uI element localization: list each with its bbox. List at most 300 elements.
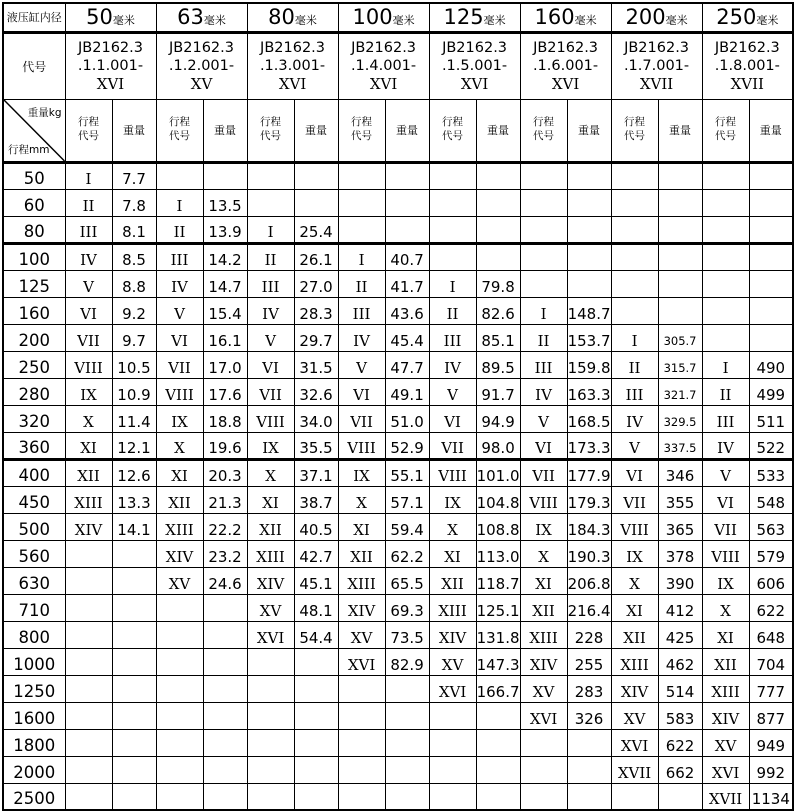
bore-unit: 毫米 — [665, 14, 688, 28]
weight-cell: 563 — [749, 513, 793, 540]
weight-cell — [749, 162, 793, 189]
stroke-code-cell — [247, 648, 294, 675]
code-line: XVII — [639, 74, 674, 93]
weight-cell: 45.1 — [294, 567, 338, 594]
stroke-code-cell: IX — [65, 378, 112, 405]
stroke-code-cell: XV — [156, 567, 203, 594]
weight-cell: 168.5 — [567, 405, 611, 432]
weight-cell: 305.7 — [658, 324, 702, 351]
stroke-code-cell — [338, 729, 385, 756]
code-line: .1.8.001- — [714, 57, 780, 74]
stroke-code-cell — [338, 162, 385, 189]
stroke-code-cell — [156, 648, 203, 675]
weight-cell: 499 — [749, 378, 793, 405]
table-row — [3, 486, 793, 513]
weight-cell — [658, 216, 702, 243]
code-line: JB2162.3 — [351, 39, 417, 56]
stroke-code-cell — [338, 189, 385, 216]
stroke-code-cell: IX — [611, 540, 658, 567]
weight-cell — [203, 594, 247, 621]
weight-cell: 24.6 — [203, 567, 247, 594]
weight-cell: 462 — [658, 648, 702, 675]
weight-cell — [385, 756, 429, 783]
weight-cell: 949 — [749, 729, 793, 756]
stroke-code-cell: III — [520, 351, 567, 378]
weight-cell — [203, 621, 247, 648]
stroke-length-label: 1250 — [3, 675, 65, 702]
stroke-length-label: 360 — [3, 432, 65, 459]
stroke-code-cell: X — [611, 567, 658, 594]
weight-cell — [385, 783, 429, 810]
table-row — [3, 594, 793, 621]
stroke-length-label: 400 — [3, 459, 65, 486]
code-line: XVI — [96, 74, 125, 93]
type-code — [520, 32, 611, 99]
type-code — [702, 32, 793, 99]
weight-cell: 55.1 — [385, 459, 429, 486]
weight-cell — [476, 162, 520, 189]
weight-cell — [112, 756, 156, 783]
stroke-code-cell: VI — [520, 432, 567, 459]
weight-cell: 365 — [658, 513, 702, 540]
weight-cell — [658, 243, 702, 270]
weight-cell: 113.0 — [476, 540, 520, 567]
stroke-code-cell: VI — [156, 324, 203, 351]
weight-cell: 153.7 — [567, 324, 611, 351]
weight-cell: 425 — [658, 621, 702, 648]
weight-cell: 35.5 — [294, 432, 338, 459]
stroke-code-cell — [247, 756, 294, 783]
stroke-code-cell — [520, 270, 567, 297]
weight-cell: 10.5 — [112, 351, 156, 378]
weight-column-header: 重量 — [658, 99, 702, 162]
stroke-length-label: 1600 — [3, 702, 65, 729]
weight-cell — [294, 189, 338, 216]
bore-header-row — [3, 3, 793, 32]
stroke-code-cell: IV — [520, 378, 567, 405]
weight-column-header: 重量 — [567, 99, 611, 162]
stroke-code-cell: XVI — [338, 648, 385, 675]
stroke-code-cell: XIV — [156, 540, 203, 567]
weight-cell: 20.3 — [203, 459, 247, 486]
stroke-code-cell: II — [338, 270, 385, 297]
weight-cell: 412 — [658, 594, 702, 621]
stroke-length-label: 1000 — [3, 648, 65, 675]
stroke-length-label: 125 — [3, 270, 65, 297]
stroke-code-cell — [702, 297, 749, 324]
weight-cell: 10.9 — [112, 378, 156, 405]
weight-cell: 21.3 — [203, 486, 247, 513]
stroke-code-cell — [429, 702, 476, 729]
weight-cell: 43.6 — [385, 297, 429, 324]
stroke-code-cell: X — [247, 459, 294, 486]
table-body — [3, 162, 793, 810]
code-line: .1.4.001- — [350, 57, 417, 74]
stroke-code-header-line: 代号 — [351, 130, 373, 142]
weight-cell: 522 — [749, 432, 793, 459]
table-row — [3, 729, 793, 756]
stroke-code-cell: VIII — [429, 459, 476, 486]
stroke-code-cell: IV — [611, 405, 658, 432]
stroke-code-cell: V — [702, 459, 749, 486]
weight-cell: 14.7 — [203, 270, 247, 297]
weight-cell — [112, 675, 156, 702]
stroke-code-header-line: 代号 — [442, 130, 464, 142]
weight-column-header: 重量 — [294, 99, 338, 162]
weight-cell — [203, 648, 247, 675]
weight-cell: 108.8 — [476, 513, 520, 540]
stroke-code-cell: IV — [702, 432, 749, 459]
weight-cell: 7.7 — [112, 162, 156, 189]
weight-cell — [385, 189, 429, 216]
stroke-code-cell — [702, 216, 749, 243]
weight-cell: 40.7 — [385, 243, 429, 270]
stroke-code-cell — [702, 162, 749, 189]
table-row — [3, 540, 793, 567]
stroke-code-cell: XI — [338, 513, 385, 540]
weight-cell: 13.3 — [112, 486, 156, 513]
stroke-code-cell — [156, 594, 203, 621]
stroke-code-header-line: 行程 — [78, 116, 99, 129]
code-line: XV — [190, 74, 213, 93]
weight-cell: 173.3 — [567, 432, 611, 459]
table-row — [3, 459, 793, 486]
stroke-code-cell — [156, 729, 203, 756]
weight-cell: 62.2 — [385, 540, 429, 567]
weight-cell: 40.5 — [294, 513, 338, 540]
stroke-code-cell: XII — [65, 459, 112, 486]
stroke-length-label: 630 — [3, 567, 65, 594]
weight-cell — [112, 648, 156, 675]
stroke-code-header-line: 行程 — [442, 116, 464, 129]
stroke-code-cell: VIII — [156, 378, 203, 405]
weight-cell — [567, 729, 611, 756]
weight-cell: 579 — [749, 540, 793, 567]
stroke-code-cell: XIV — [702, 702, 749, 729]
bore-header — [520, 3, 611, 32]
weight-cell — [749, 243, 793, 270]
stroke-code-cell: XVI — [247, 621, 294, 648]
bore-unit: 毫米 — [483, 14, 506, 28]
table-row — [3, 189, 793, 216]
stroke-code-cell: XIII — [429, 594, 476, 621]
stroke-code-header — [156, 99, 203, 162]
weight-cell: 27.0 — [294, 270, 338, 297]
weight-cell: 18.8 — [203, 405, 247, 432]
stroke-code-cell: VIII — [247, 405, 294, 432]
stroke-code-cell: I — [611, 324, 658, 351]
weight-cell: 52.9 — [385, 432, 429, 459]
weight-cell: 147.3 — [476, 648, 520, 675]
stroke-code-cell: V — [429, 378, 476, 405]
stroke-code-cell: II — [156, 216, 203, 243]
weight-cell: 184.3 — [567, 513, 611, 540]
stroke-code-cell: V — [338, 351, 385, 378]
weight-cell — [203, 783, 247, 810]
stroke-code-cell: IV — [65, 243, 112, 270]
stroke-code-cell — [520, 729, 567, 756]
stroke-code-cell: II — [520, 324, 567, 351]
type-code — [247, 32, 338, 99]
table-row — [3, 162, 793, 189]
stroke-code-cell: XIII — [520, 621, 567, 648]
stroke-code-cell: VII — [702, 513, 749, 540]
table-row — [3, 351, 793, 378]
stroke-code-cell: VI — [611, 459, 658, 486]
stroke-code-cell: VIII — [520, 486, 567, 513]
code-line: .1.2.001- — [168, 57, 235, 74]
code-line: XVI — [278, 74, 307, 93]
stroke-code-cell: III — [702, 405, 749, 432]
stroke-code-header — [65, 99, 112, 162]
weight-cell: 346 — [658, 459, 702, 486]
stroke-code-cell: XI — [156, 459, 203, 486]
stroke-code-cell — [65, 729, 112, 756]
stroke-code-cell: III — [156, 243, 203, 270]
stroke-code-cell: XV — [429, 648, 476, 675]
weight-cell: 166.7 — [476, 675, 520, 702]
stroke-code-cell — [65, 675, 112, 702]
stroke-code-header-line: 代号 — [78, 130, 99, 142]
weight-cell: 101.0 — [476, 459, 520, 486]
stroke-code-header — [338, 99, 385, 162]
stroke-code-cell — [338, 216, 385, 243]
code-line: JB2162.3 — [714, 39, 780, 56]
stroke-code-cell: XII — [338, 540, 385, 567]
stroke-length-label: 280 — [3, 378, 65, 405]
bore-value: 63 — [177, 5, 204, 30]
weight-cell — [385, 675, 429, 702]
stroke-code-cell: IX — [338, 459, 385, 486]
weight-cell: 19.6 — [203, 432, 247, 459]
weight-cell: 69.3 — [385, 594, 429, 621]
stroke-code-header — [429, 99, 476, 162]
stroke-code-cell — [429, 216, 476, 243]
stroke-code-header-line: 行程 — [624, 116, 646, 129]
code-line: JB2162.3 — [260, 39, 326, 56]
weight-cell: 104.8 — [476, 486, 520, 513]
weight-cell: 85.1 — [476, 324, 520, 351]
weight-cell: 583 — [658, 702, 702, 729]
weight-cell — [294, 648, 338, 675]
stroke-code-cell: IX — [702, 567, 749, 594]
weight-cell — [749, 216, 793, 243]
stroke-code-cell — [702, 189, 749, 216]
stroke-length-label: 1800 — [3, 729, 65, 756]
stroke-code-header-line: 代号 — [260, 130, 282, 142]
type-code — [338, 32, 429, 99]
stroke-length-label: 60 — [3, 189, 65, 216]
weight-cell — [203, 729, 247, 756]
stroke-code-cell: XV — [247, 594, 294, 621]
stroke-code-cell: VII — [429, 432, 476, 459]
weight-cell: 337.5 — [658, 432, 702, 459]
hydraulic-cylinder-spec-table — [2, 2, 794, 811]
bore-unit: 毫米 — [756, 14, 779, 28]
weight-cell: 648 — [749, 621, 793, 648]
stroke-code-cell — [702, 270, 749, 297]
stroke-code-cell: XIII — [702, 675, 749, 702]
weight-cell: 378 — [658, 540, 702, 567]
weight-cell: 15.4 — [203, 297, 247, 324]
weight-cell — [294, 729, 338, 756]
stroke-code-cell: XIII — [156, 513, 203, 540]
code-line: JB2162.3 — [169, 39, 234, 56]
stroke-code-cell — [611, 243, 658, 270]
weight-cell — [658, 783, 702, 810]
stroke-code-cell — [611, 162, 658, 189]
weight-cell: 51.0 — [385, 405, 429, 432]
weight-column-header: 重量 — [203, 99, 247, 162]
weight-cell — [567, 756, 611, 783]
table-header — [3, 3, 793, 162]
bore-unit: 毫米 — [574, 14, 597, 28]
stroke-code-cell — [65, 567, 112, 594]
stroke-code-cell: IX — [247, 432, 294, 459]
weight-cell — [385, 216, 429, 243]
weight-column-header: 重量 — [385, 99, 429, 162]
weight-cell: 65.5 — [385, 567, 429, 594]
stroke-code-cell: XV — [611, 702, 658, 729]
code-line: XVI — [369, 74, 398, 93]
stroke-code-cell — [429, 243, 476, 270]
weight-cell: 1134 — [749, 783, 793, 810]
weight-cell — [749, 324, 793, 351]
stroke-code-cell: II — [247, 243, 294, 270]
table-row — [3, 675, 793, 702]
stroke-code-cell: VII — [338, 405, 385, 432]
weight-cell: 622 — [749, 594, 793, 621]
weight-cell — [476, 729, 520, 756]
weight-cell: 533 — [749, 459, 793, 486]
weight-cell: 32.6 — [294, 378, 338, 405]
weight-cell: 31.5 — [294, 351, 338, 378]
bore-header — [429, 3, 520, 32]
stroke-code-cell: VI — [338, 378, 385, 405]
stroke-code-cell: IV — [247, 297, 294, 324]
stroke-code-cell — [338, 675, 385, 702]
type-code-row — [3, 32, 793, 99]
stroke-code-cell: XI — [65, 432, 112, 459]
code-line: .1.6.001- — [532, 57, 599, 74]
weight-cell — [567, 189, 611, 216]
bore-header — [156, 3, 247, 32]
stroke-code-cell: XIV — [247, 567, 294, 594]
stroke-code-cell: IV — [156, 270, 203, 297]
weight-cell: 12.1 — [112, 432, 156, 459]
stroke-code-cell — [611, 297, 658, 324]
weight-cell — [749, 270, 793, 297]
weight-cell — [385, 729, 429, 756]
stroke-code-cell: V — [156, 297, 203, 324]
bore-unit: 毫米 — [112, 14, 135, 28]
stroke-code-cell — [520, 216, 567, 243]
weight-cell: 7.8 — [112, 189, 156, 216]
stroke-code-header — [702, 99, 749, 162]
code-line: .1.5.001- — [441, 57, 508, 74]
type-code — [156, 32, 247, 99]
weight-cell: 38.7 — [294, 486, 338, 513]
weight-cell: 777 — [749, 675, 793, 702]
stroke-code-cell: III — [338, 297, 385, 324]
table-row — [3, 648, 793, 675]
weight-cell — [203, 675, 247, 702]
weight-cell: 28.3 — [294, 297, 338, 324]
stroke-code-cell: X — [338, 486, 385, 513]
weight-cell: 190.3 — [567, 540, 611, 567]
bore-header — [65, 3, 156, 32]
stroke-code-cell — [156, 702, 203, 729]
stroke-code-cell: IV — [429, 351, 476, 378]
stroke-code-cell: VII — [156, 351, 203, 378]
weight-cell: 159.8 — [567, 351, 611, 378]
weight-cell: 216.4 — [567, 594, 611, 621]
weight-cell: 8.1 — [112, 216, 156, 243]
weight-cell: 54.4 — [294, 621, 338, 648]
weight-column-header: 重量 — [476, 99, 520, 162]
stroke-code-cell: XIV — [429, 621, 476, 648]
bore-header — [611, 3, 702, 32]
stroke-code-header-line: 代号 — [169, 130, 191, 142]
weight-cell: 131.8 — [476, 621, 520, 648]
stroke-code-cell — [65, 621, 112, 648]
bore-value: 250 — [716, 5, 757, 30]
weight-cell: 163.3 — [567, 378, 611, 405]
weight-cell — [294, 702, 338, 729]
stroke-code-cell: II — [702, 378, 749, 405]
weight-cell: 23.2 — [203, 540, 247, 567]
stroke-code-cell: III — [247, 270, 294, 297]
weight-cell — [476, 243, 520, 270]
stroke-code-cell: I — [338, 243, 385, 270]
weight-cell: 329.5 — [658, 405, 702, 432]
weight-cell — [112, 540, 156, 567]
table-row — [3, 297, 793, 324]
weight-cell: 206.8 — [567, 567, 611, 594]
stroke-code-cell — [338, 783, 385, 810]
stroke-length-label: 450 — [3, 486, 65, 513]
weight-cell: 490 — [749, 351, 793, 378]
weight-cell: 25.4 — [294, 216, 338, 243]
weight-cell: 29.7 — [294, 324, 338, 351]
weight-cell: 315.7 — [658, 351, 702, 378]
table-row — [3, 243, 793, 270]
code-line: JB2162.3 — [442, 39, 508, 56]
code-line: JB2162.3 — [533, 39, 599, 56]
stroke-code-cell: III — [429, 324, 476, 351]
stroke-code-cell — [611, 216, 658, 243]
weight-cell: 48.1 — [294, 594, 338, 621]
weight-cell: 47.7 — [385, 351, 429, 378]
stroke-code-cell: X — [156, 432, 203, 459]
diagonal-stroke-label: 行程mm — [8, 143, 50, 156]
bore-value: 100 — [352, 5, 393, 30]
stroke-code-cell — [247, 783, 294, 810]
stroke-code-cell — [247, 702, 294, 729]
code-line: .1.3.001- — [259, 57, 326, 74]
stroke-code-cell: X — [702, 594, 749, 621]
weight-cell — [658, 270, 702, 297]
stroke-code-cell: XVI — [429, 675, 476, 702]
weight-cell: 26.1 — [294, 243, 338, 270]
stroke-code-cell: XI — [429, 540, 476, 567]
weight-cell — [203, 162, 247, 189]
stroke-code-cell: XII — [611, 621, 658, 648]
weight-cell — [112, 783, 156, 810]
stroke-code-cell — [247, 675, 294, 702]
weight-cell — [567, 162, 611, 189]
stroke-code-cell: XV — [338, 621, 385, 648]
